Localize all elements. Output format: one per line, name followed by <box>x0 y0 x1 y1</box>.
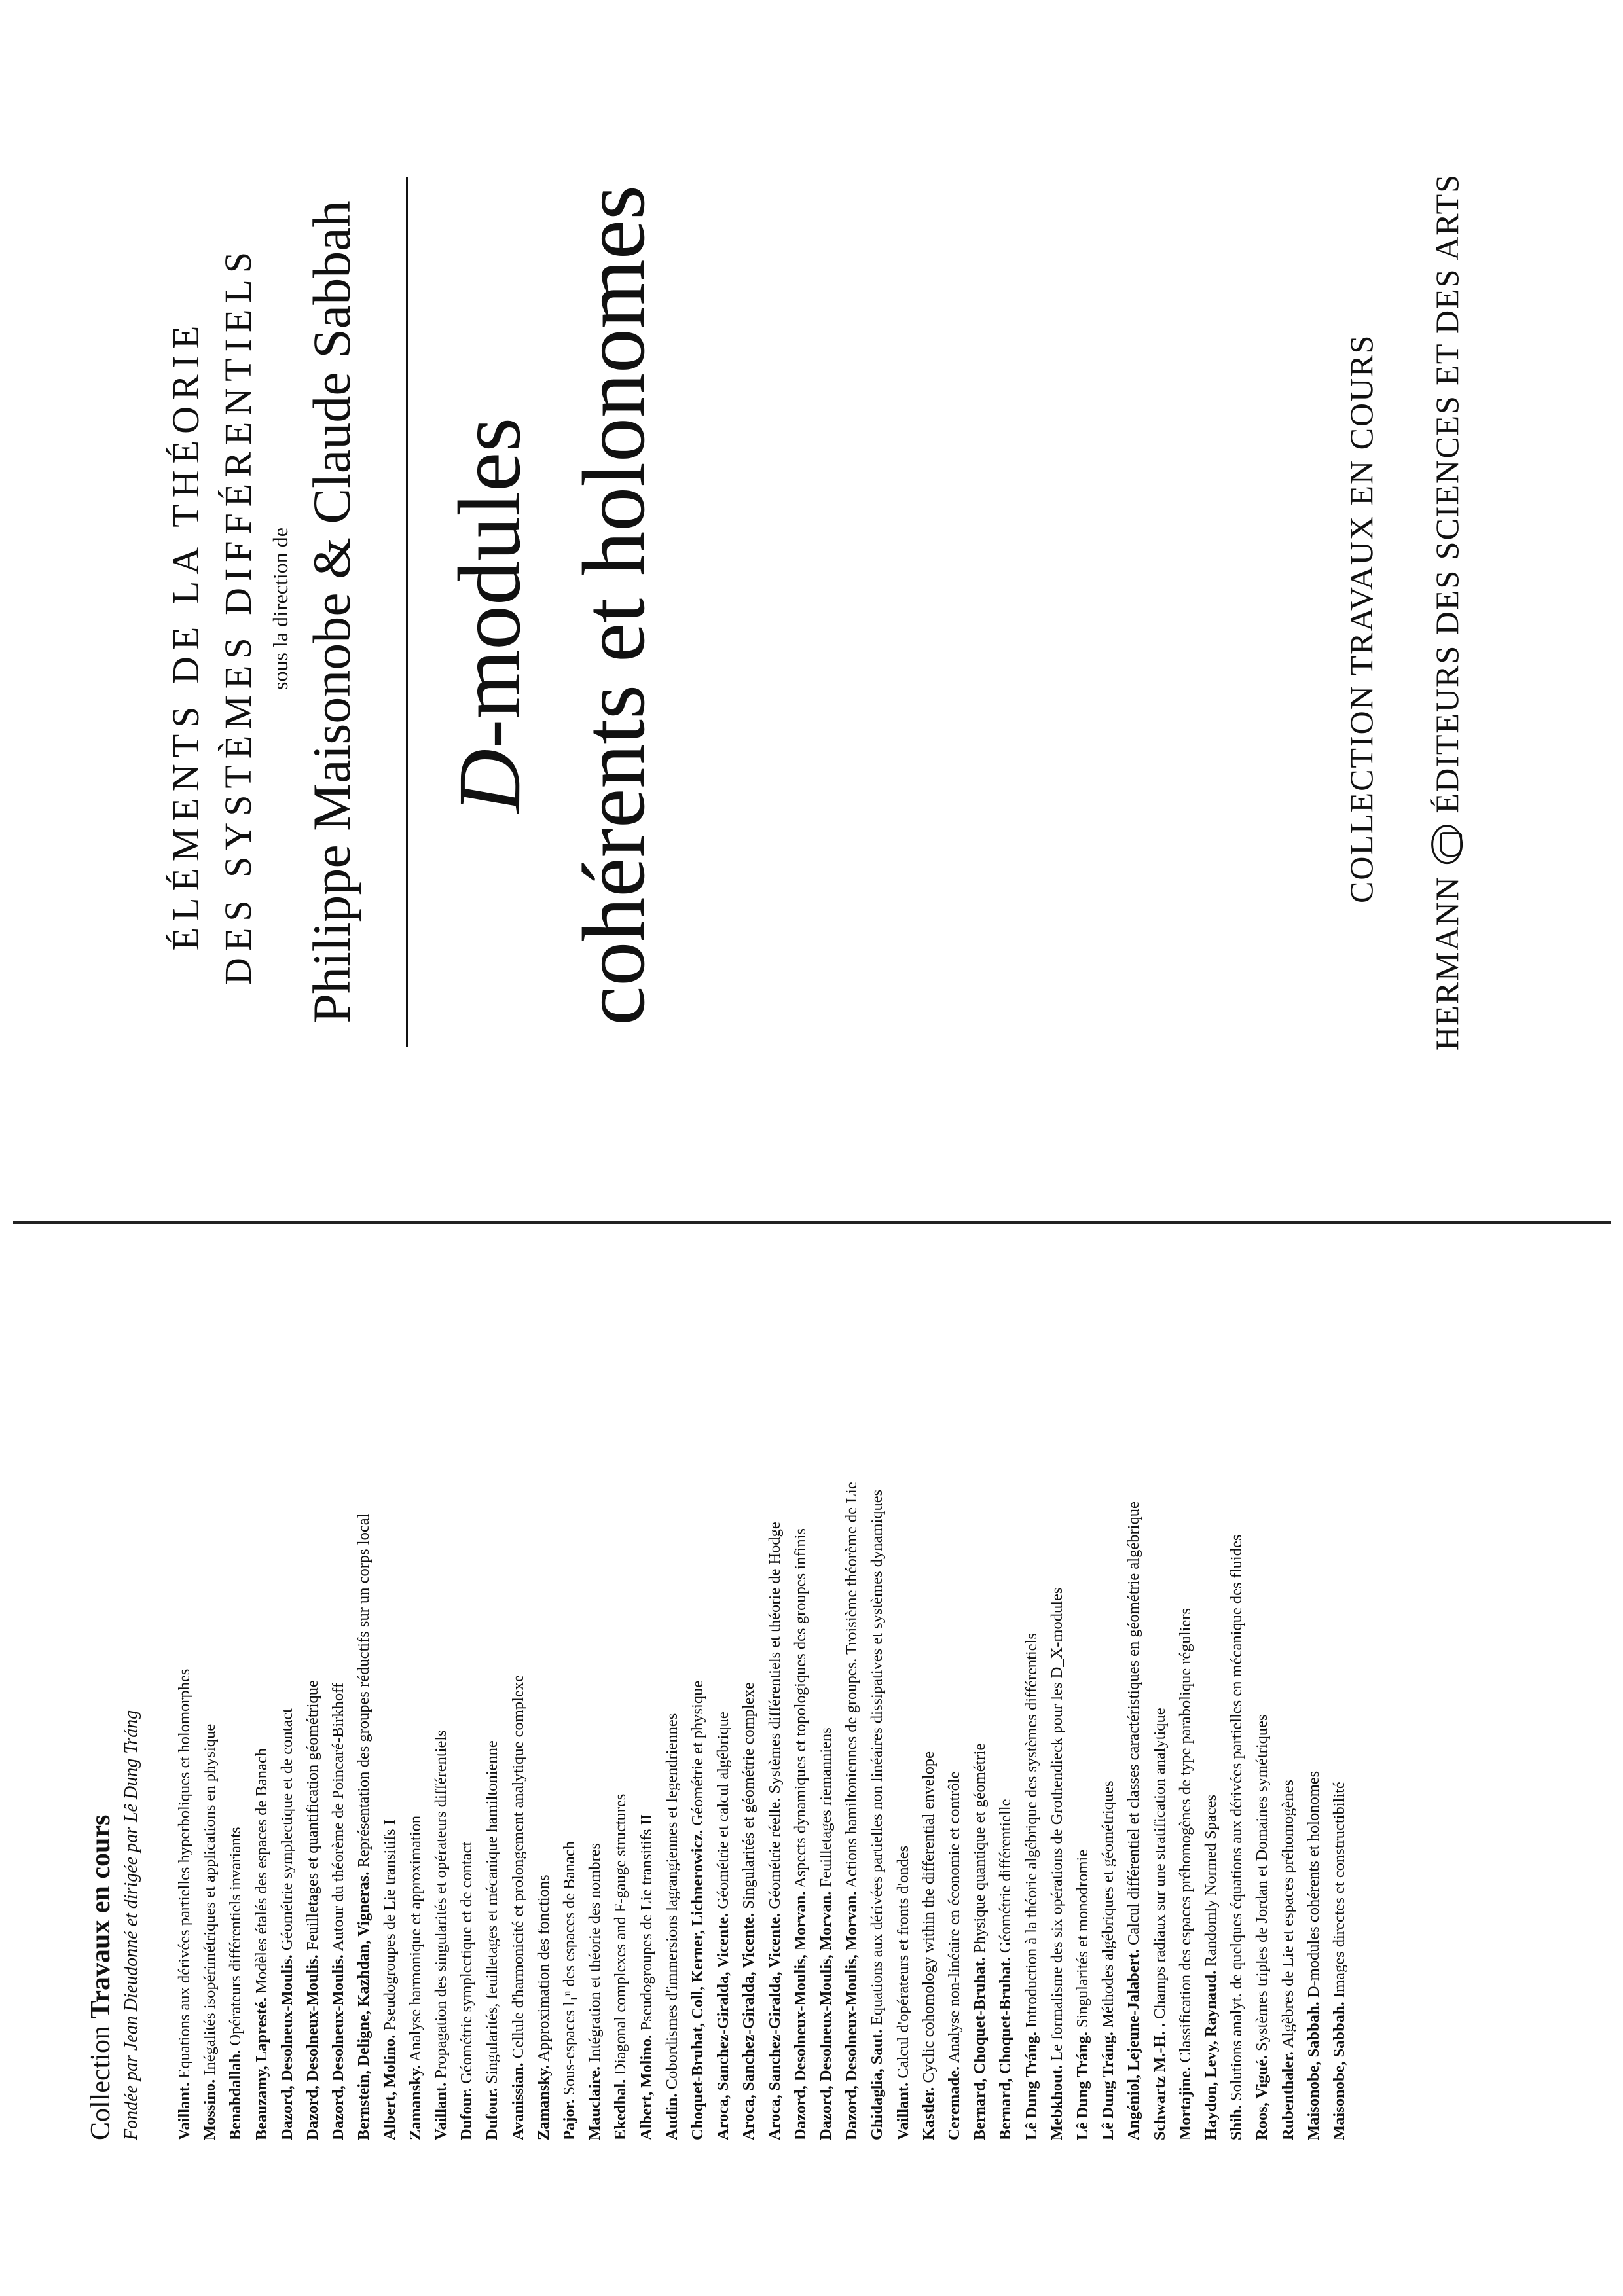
entry-authors: Kastler. <box>919 2087 938 2140</box>
list-item <box>1178 1608 1194 2140</box>
entry-title: Calcul différentiel et classes caractéristiques en géométrie algébrique <box>1125 1501 1143 1950</box>
list-item <box>767 1522 784 2140</box>
list-item <box>741 1682 757 2140</box>
list-item <box>665 1713 681 2140</box>
list-item <box>896 1846 912 2140</box>
entry-title: Approximation des fonctions <box>534 1874 553 2065</box>
entry-title: Equations aux dérivées partielles hyperboliques et holomorphes <box>175 1668 193 2083</box>
publisher-subtitle: ÉDITEURS DES SCIENCES ET DES ARTS <box>1429 173 1465 814</box>
list-item <box>356 1514 373 2140</box>
entry-authors: Dazord, Desolneux-Moulis, Morvan. <box>843 1891 861 2140</box>
list-item <box>254 1748 270 2140</box>
entry-title: Méthodes algébriques et géométriques <box>1099 1780 1118 2032</box>
list-item <box>716 1712 732 2140</box>
entry-title: Propagation des singularités et opérateurs différentiels <box>432 1730 450 2083</box>
entry-title: Champs radiaux sur une stratification analytique <box>1150 1708 1169 2024</box>
list-item <box>613 1794 629 2140</box>
entry-authors: Zamansky. <box>534 2064 553 2140</box>
entry-title: Systèmes triples de Jordan et Domaines symétriques <box>1253 1714 1271 2055</box>
series-line-2: DES SYSTÈMES DIFFÉRENTIELS <box>217 245 259 985</box>
list-item <box>382 1820 399 2140</box>
list-item <box>1254 1714 1271 2140</box>
entry-authors: Schwartz M.-H. . <box>1150 2023 1169 2140</box>
list-item <box>1152 1708 1169 2140</box>
entry-authors: Angéniol, Lejeune-Jalabert. <box>1125 1949 1143 2140</box>
entry-title: Classification des espaces préhomogènes de type parabolique réguliers <box>1176 1608 1194 2067</box>
list-item <box>921 1751 938 2140</box>
entry-authors: Mauclaire. <box>586 2066 604 2140</box>
list-item <box>972 1744 989 2140</box>
list-item <box>793 1528 809 2140</box>
list-item <box>562 1841 578 2140</box>
entry-authors: Mortajine. <box>1176 2066 1194 2140</box>
entry-authors: Dazord, Desolneux-Moulis. <box>329 1954 348 2140</box>
entry-title: Autour du théorème de Poincaré-Birkhoff <box>329 1682 348 1955</box>
entry-title: Cobordismes d'immersions lagrangiennes et legendriennes <box>663 1713 681 2094</box>
entry-authors: Lê Dung Tráng. <box>1022 2032 1040 2140</box>
entry-title: Equations aux dérivées partielles non linéaires dissipatives et systèmes dynamiques <box>868 1489 886 2030</box>
entry-authors: Rubenthaler. <box>1279 2051 1297 2140</box>
entry-authors: Albert, Molino. <box>637 2034 655 2140</box>
entry-authors: Vaillant. <box>432 2082 450 2140</box>
entry-authors: Maisonobe, Sabbah. <box>1304 2001 1322 2140</box>
list-item <box>280 1708 296 2140</box>
entry-title: Feuilletages riemanniens <box>817 1727 835 1892</box>
entry-authors: Bernard, Choquet-Bruhat. <box>971 1957 989 2140</box>
book-title-line-1 <box>441 399 539 831</box>
entry-title: Singularités, feuilletages et mécanique hamiltonienne <box>483 1740 501 2088</box>
list-item <box>639 1814 655 2140</box>
entry-title: Calcul d'opérateurs et fronts d'ondes <box>894 1845 912 2083</box>
entry-title: D-modules cohérents et holonomes <box>1304 1770 1322 2002</box>
entry-title: Diagonal complexes and F-gauge structures <box>611 1793 630 2079</box>
list-item <box>998 1799 1014 2140</box>
entry-authors: Vaillant. <box>175 2082 193 2140</box>
entry-authors: Pajor. <box>560 2099 578 2140</box>
entry-authors: Maisonobe, Sabbah. <box>1330 2001 1348 2140</box>
list-item <box>1049 1588 1066 2140</box>
list-item <box>511 1675 527 2140</box>
entry-title: Modèles étalés des espaces de Banach <box>252 1748 270 1998</box>
entry-authors: Audin. <box>663 2093 681 2140</box>
heading-prefix: Collection <box>86 2026 116 2140</box>
entry-authors: Bernstein, Deligne, Kazhdan, Vigneras. <box>355 1871 373 2140</box>
entry-title: Actions hamiltoniennes de groupes. Troisième théorème de Lie <box>843 1482 861 1892</box>
entry-authors: Zamansky. <box>406 2064 424 2140</box>
list-item <box>331 1683 347 2140</box>
list-item <box>1203 1795 1220 2140</box>
entry-authors: Roos, Vigué. <box>1253 2054 1271 2140</box>
list-item <box>433 1730 450 2140</box>
entry-title: Feuilletages et quantification géométrique <box>304 1680 321 1955</box>
entry-title: Randomly Normed Spaces <box>1202 1794 1220 1971</box>
list-item <box>484 1740 501 2140</box>
entry-authors: Lê Dung Tráng. <box>1099 2032 1118 2140</box>
entry-title: Images directes et constructibilité <box>1330 1782 1348 2002</box>
series-line-1: ÉLÉMENTS DE LA THÉORIE <box>164 319 207 951</box>
entry-authors: Vaillant. <box>894 2082 912 2140</box>
list-item <box>305 1680 321 2140</box>
list-item <box>1332 1782 1348 2140</box>
entry-authors: Dufour. <box>483 2087 501 2140</box>
entry-authors: Lê Dung Tráng. <box>1074 2032 1091 2140</box>
entry-authors: Bernard, Choquet-Bruhat. <box>996 1957 1015 2140</box>
entry-title: Solutions analyt. de quelques équations aux dérivées partielles en mécanique des fluides <box>1228 1534 1246 2106</box>
heading-bold: Travaux en cours <box>86 1814 116 2019</box>
list-item <box>1281 1780 1297 2140</box>
list-item <box>1075 1850 1091 2140</box>
entry-title: Le formalisme des six opérations de Grothendieck pour les D_X-modules <box>1048 1587 1066 2065</box>
entry-title: Singularités et monodromie <box>1074 1849 1091 2032</box>
script-d-letter: D <box>441 748 539 814</box>
collection-subheading: Fondée par Jean Dieudonné et dirigée par Lê Dung Tráng <box>121 1710 141 2140</box>
book-title-line-2: cohérents et holonomes <box>565 185 663 1026</box>
entry-title: Géométrie et physique <box>689 1680 706 1830</box>
list-item <box>869 1490 886 2140</box>
entry-authors: Haydon, Levy, Raynaud. <box>1202 1970 1220 2140</box>
collection-heading <box>85 1617 117 2140</box>
entry-authors: Aroca, Sanchez-Giralda, Vicente. <box>714 1912 733 2140</box>
list-item <box>1126 1501 1142 2140</box>
publisher-name: HERMANN <box>1429 876 1465 1050</box>
entry-title: Représentation des groupes réductifs sur un corps local <box>355 1513 373 1872</box>
entry-title: Algèbres de Lie et espaces préhomogènes <box>1279 1780 1297 2052</box>
list-item <box>459 1842 475 2140</box>
direction-note: sous la direction de <box>268 528 292 690</box>
entry-authors: Dazord, Desolneux-Moulis. <box>304 1954 321 2140</box>
list-item <box>228 1827 244 2140</box>
entry-authors: Albert, Molino. <box>380 2034 399 2140</box>
list-item <box>947 1771 963 2140</box>
list-item <box>408 1816 424 2140</box>
list-item <box>536 1874 553 2140</box>
list-item <box>818 1727 835 2140</box>
list-item <box>1306 1771 1322 2140</box>
entry-title: Analyse non-linéaire en économie et contrôle <box>945 1771 963 2066</box>
entry-title: Introduction à la théorie algébrique des systèmes différentiels <box>1022 1632 1040 2032</box>
list-item <box>844 1482 860 2140</box>
entry-authors: Benabdallah. <box>227 2049 245 2140</box>
list-item <box>690 1681 706 2140</box>
entry-title: Intégration et théorie des nombres <box>586 1842 604 2066</box>
entry-authors: Choquet-Bruhat, Coll, Kerner, Lichnerowicz. <box>689 1829 706 2140</box>
entry-title: Aspects dynamiques et topologiques des groupes infinis <box>791 1528 809 1892</box>
collection-list-page <box>0 1224 1623 2296</box>
entry-title: Analyse harmonique et approximation <box>406 1815 424 2065</box>
list-item <box>1101 1780 1117 2140</box>
entry-title: Singularités et géométrie complexe <box>740 1682 758 1913</box>
entry-authors: Dazord, Desolneux-Moulis. <box>278 1954 296 2140</box>
list-item <box>177 1669 193 2140</box>
entry-title: Géométrie et calcul algébrique <box>714 1712 733 1913</box>
entry-authors: Ghidaglia, Saut. <box>868 2029 886 2140</box>
entry-authors: Mossino. <box>201 2079 219 2140</box>
entry-title: Cyclic cohomology within the differential envelope <box>919 1751 938 2087</box>
entry-authors: Shih. <box>1228 2105 1246 2140</box>
entry-authors: Avanissian. <box>509 2062 527 2140</box>
entry-authors: Dazord, Desolneux-Moulis, Morvan. <box>791 1891 809 2140</box>
entry-authors: Dufour. <box>458 2087 476 2140</box>
title-modules-word: -modules <box>441 417 539 749</box>
list-item <box>1229 1535 1245 2140</box>
entry-authors: Aroca, Sanchez-Giralda, Vicente. <box>765 1912 784 2140</box>
entry-authors: Ekedhal. <box>611 2079 630 2140</box>
entry-title: Sous-espaces l₁ⁿ des espaces de Banach <box>560 1841 578 2100</box>
list-item <box>1024 1633 1040 2140</box>
entry-authors: Ceremade. <box>945 2066 963 2140</box>
entry-authors: Beauzamy, Lapresté. <box>252 1998 270 2140</box>
entry-title: Inégalités isopérimétriques et applications en physique <box>201 1723 219 2079</box>
entry-title: Pseudogroupes de Lie transitifs II <box>637 1814 655 2035</box>
list-item <box>587 1843 604 2140</box>
publisher <box>1427 173 1467 1050</box>
entry-title: Géométrie différentielle <box>996 1799 1015 1958</box>
collection-name: COLLECTION TRAVAUX EN COURS <box>1343 334 1379 903</box>
entry-title: Physique quantique et géométrie <box>971 1743 989 1958</box>
entry-title: Géométrie symplectique et de contact <box>458 1841 476 2088</box>
entry-authors: Mebkhout. <box>1048 2064 1066 2140</box>
list-item <box>202 1724 219 2140</box>
entry-title: Géométrie symplectique et de contact <box>278 1708 296 1955</box>
authors: Philippe Maisonobe & Claude Sabbah <box>302 200 361 1024</box>
entry-title: Opérateurs différentiels invariants <box>227 1827 245 2050</box>
entry-title: Pseudogroupes de Lie transitifs I <box>380 1820 399 2035</box>
entry-authors: Dazord, Desolneux-Moulis, Morvan. <box>817 1891 835 2140</box>
entry-title: Cellule d'harmonicité et prolongement analytique complexe <box>509 1675 527 2063</box>
hermann-seal-icon <box>1431 825 1463 864</box>
entry-authors: Aroca, Sanchez-Giralda, Vicente. <box>740 1912 758 2140</box>
entry-title: Géométrie réelle. Systèmes différentiels et théorie de Hodge <box>765 1522 784 1913</box>
title-rule <box>406 177 408 1047</box>
